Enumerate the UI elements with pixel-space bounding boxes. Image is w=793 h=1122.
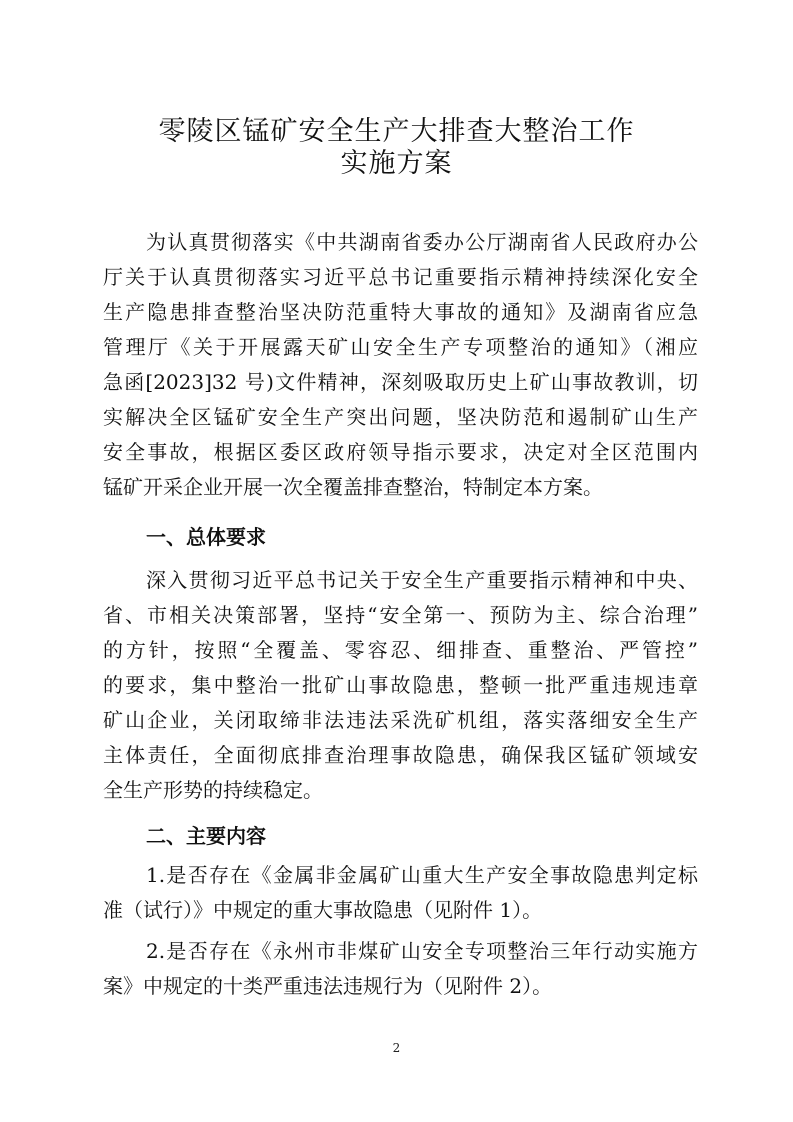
- intro-line: 为认真贯彻落实《中共湖南省委办公厅湖南省人民政府办公: [146, 230, 698, 254]
- intro-line: 管理厅《关于开展露天矿山安全生产专项整治的通知》（湘应: [103, 335, 698, 359]
- intro-line: 急函[2023]32 号)文件精神，深刻吸取历史上矿山事故教训，切: [103, 370, 698, 394]
- section-heading-main-content: 二、主要内容: [146, 824, 266, 848]
- section2-item1-line: 准（试行）》中规定的重大事故隐患（见附件 1）。: [103, 898, 543, 922]
- section-heading-general-requirements: 一、总体要求: [146, 525, 266, 549]
- section1-line: 的方针，按照“全覆盖、零容忍、细排查、重整治、严管控”: [103, 638, 698, 662]
- section2-item1-line: 1.是否存在《金属非金属矿山重大生产安全事故隐患判定标: [146, 863, 698, 887]
- page-number: 2: [392, 1041, 401, 1055]
- section1-line: 矿山企业，关闭取缔非法违法采洗矿机组，落实落细安全生产: [103, 708, 698, 732]
- section2-item2-line: 案》中规定的十类严重违法违规行为（见附件 2）。: [103, 974, 553, 998]
- section1-line: 省、市相关决策部署，坚持“安全第一、预防为主、综合治理”: [103, 603, 698, 627]
- intro-line: 安全事故，根据区委区政府领导指示要求，决定对全区范围内: [103, 440, 698, 464]
- intro-line: 实解决全区锰矿安全生产突出问题，坚决防范和遏制矿山生产: [103, 405, 698, 429]
- intro-line: 厅关于认真贯彻落实习近平总书记重要指示精神持续深化安全: [103, 265, 698, 289]
- section1-line: 深入贯彻习近平总书记关于安全生产重要指示精神和中央、: [146, 568, 698, 592]
- section1-line: 全生产形势的持续稳定。: [103, 778, 323, 802]
- document-title-line-1: 零陵区锰矿安全生产大排查大整治工作: [158, 116, 635, 147]
- intro-line: 锰矿开采企业开展一次全覆盖排查整治，特制定本方案。: [103, 475, 603, 499]
- section2-item2-line: 2.是否存在《永州市非煤矿山安全专项整治三年行动实施方: [146, 939, 698, 963]
- intro-line: 生产隐患排查整治坚决防范重特大事故的通知》及湖南省应急: [103, 300, 698, 324]
- document-title-line-2: 实施方案: [340, 148, 453, 179]
- section1-line: 的要求，集中整治一批矿山事故隐患，整顿一批严重违规违章: [103, 673, 698, 697]
- section1-line: 主体责任，全面彻底排查治理事故隐患，确保我区锰矿领域安: [103, 743, 698, 767]
